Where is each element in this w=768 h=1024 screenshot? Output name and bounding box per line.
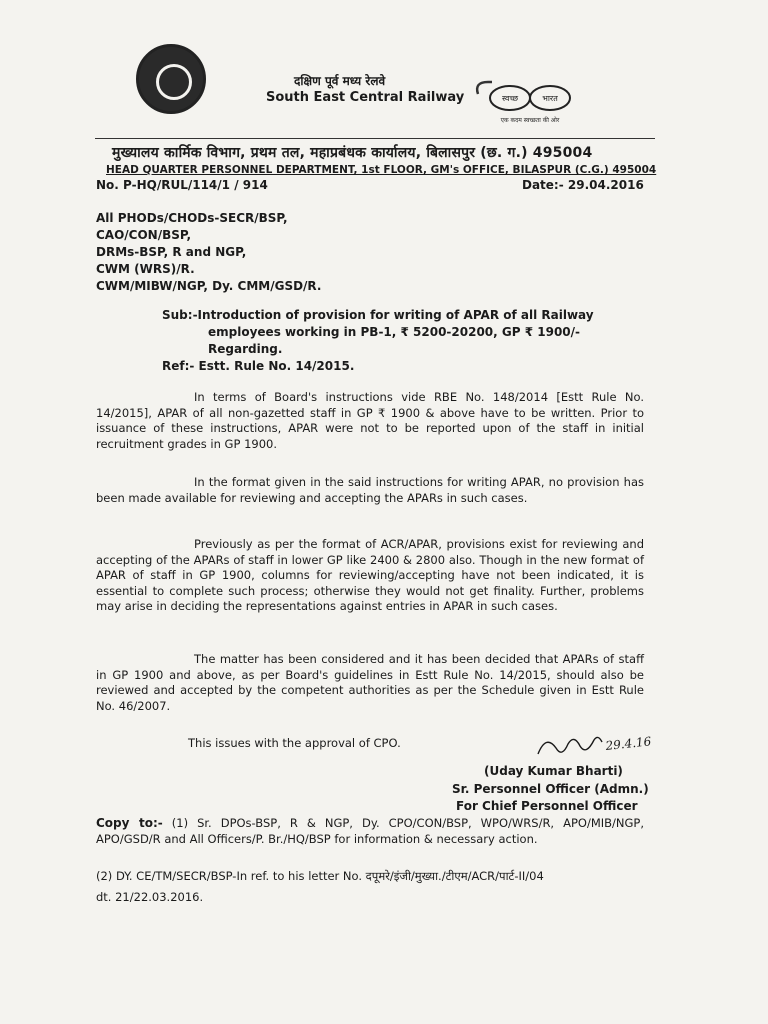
letter-date: Date:- 29.04.2016: [522, 178, 644, 192]
addressee-line: CWM (WRS)/R.: [96, 262, 195, 276]
addressee-list: [96, 210, 321, 295]
org-name-english: South East Central Railway: [266, 90, 465, 105]
paragraph-text: The matter has been considered and it has been decided that APARs of staff in GP 1900 and above, as per Board's guidelines in Estt Rule No. 14/2015, should also be reviewed and accepted by the competent authorities as per the Schedule given in Estt Rule No. 46/2007.: [96, 652, 644, 713]
subject-line: employees working in PB-1, ₹ 5200-20200, GP ₹ 1900/-: [208, 325, 581, 339]
header-rule: [95, 138, 655, 139]
subject-line: Regarding.: [208, 342, 283, 356]
signatory-for-line: For Chief Personnel Officer: [456, 799, 638, 813]
copy-to-block: [96, 816, 644, 847]
body-paragraph: [96, 390, 644, 452]
reference-line: Ref:- Estt. Rule No. 14/2015.: [162, 359, 355, 373]
swachh-bharat-logo: [470, 76, 590, 132]
copy-to-item-2: [96, 866, 656, 908]
hq-address-hindi: मुख्यालय कार्मिक विभाग, प्रथम तल, महाप्रबंधक कार्यालय, बिलासपुर (छ. ग.) 495004: [112, 145, 593, 161]
body-paragraph: [96, 652, 644, 714]
paragraph-text: In terms of Board's instructions vide RBE No. 148/2014 [Estt Rule No. 14/2015], APAR of all non-gazetted staff in GP ₹ 1900 & above have to be written. Prior to issuance of these instructions, APAR were not to be reported upon of the staff in initial recruitment grades in GP 1900.: [96, 390, 644, 451]
org-name-hindi: दक्षिण पूर्व मध्य रेलवे: [294, 74, 386, 88]
subject-block: [162, 307, 662, 375]
paragraph-text: In the format given in the said instructions for writing APAR, no provision has been made available for reviewing and accepting the APARs in such cases.: [96, 475, 644, 505]
addressee-line: DRMs-BSP, R and NGP,: [96, 245, 247, 259]
copy-to-item: (2) DY. CE/TM/SECR/BSP-In ref. to his letter No. दपूमरे/इंजी/मुख्या./टीएम/ACR/पार्ट-II/04: [96, 869, 544, 883]
swachh-tagline-text: एक कदम स्वच्छता की ओर: [500, 117, 560, 124]
handwritten-signature: [536, 726, 676, 766]
copy-to-item-date: dt. 21/22.03.2016.: [96, 890, 204, 904]
copy-to-item: (1) Sr. DPOs-BSP, R & NGP, Dy. CPO/CON/BSP, WPO/WRS/R, APO/MIB/NGP, APO/GSD/R and All Officers/P. Br./HQ/BSP for information & necessary action.: [96, 816, 645, 846]
swachh-right-text: भारत: [542, 94, 558, 103]
letter-number: No. P-HQ/RUL/114/1 / 914: [96, 178, 268, 192]
approval-line: This issues with the approval of CPO.: [188, 736, 401, 750]
paragraph-text: Previously as per the format of ACR/APAR, provisions exist for reviewing and accepting of the APARs of staff in lower GP like 2400 & 2800 also. Though in the new format of APAR of staff in GP 1900, columns for reviewing/accepting have not been indicated, it is essential to complete such process; otherwise they would not get finality. Further, problems may arise in deciding the representations against entries in APAR in such cases.: [96, 537, 644, 613]
copy-to-label: Copy to:-: [96, 816, 163, 830]
swachh-left-text: स्वच्छ: [501, 94, 519, 103]
addressee-line: All PHODs/CHODs-SECR/BSP,: [96, 211, 288, 225]
indian-railways-logo: [136, 44, 206, 114]
body-paragraph: [96, 475, 644, 506]
subject-line: Sub:-Introduction of provision for writing of APAR of all Railway: [162, 308, 594, 322]
signature-date: 29.4.16: [604, 734, 652, 753]
addressee-line: CAO/CON/BSP,: [96, 228, 192, 242]
hq-address-english: HEAD QUARTER PERSONNEL DEPARTMENT, 1st FLOOR, GM's OFFICE, BILASPUR (C.G.) 495004: [106, 164, 657, 176]
body-paragraph: [96, 537, 644, 615]
signatory-name: (Uday Kumar Bharti): [484, 764, 623, 778]
addressee-line: CWM/MIBW/NGP, Dy. CMM/GSD/R.: [96, 279, 322, 293]
signatory-designation: Sr. Personnel Officer (Admn.): [452, 782, 649, 796]
